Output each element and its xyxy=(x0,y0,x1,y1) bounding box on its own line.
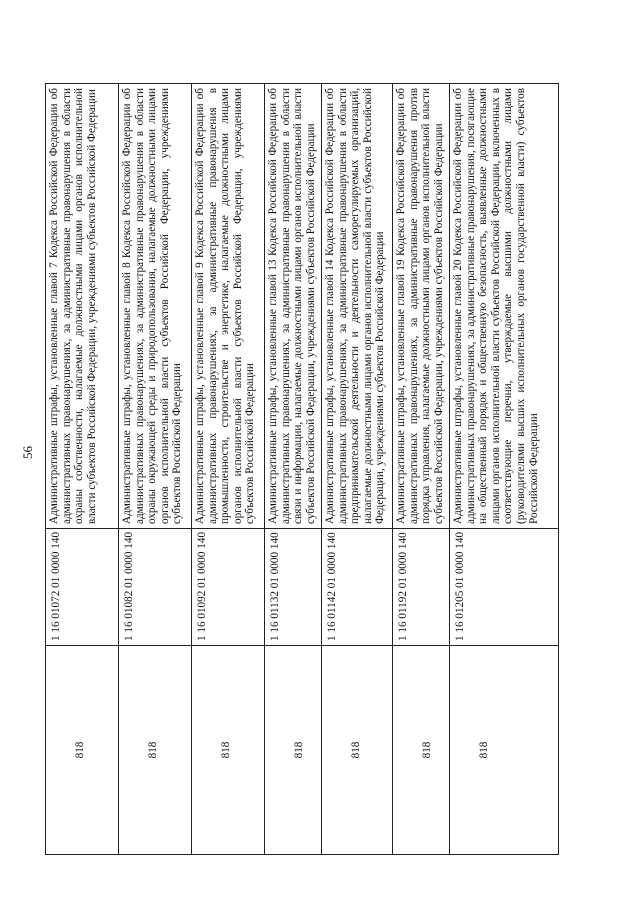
description-cell: Административные штрафы, установленные главой 9 Кодекса Российской Федерации об административных правонарушениях, за административные правонарушения в промышленности, строительстве и энергетике, налагаемые должностными лицами органов исполнительной власти субъектов Российской Федерации, учреждениями субъектов Российской Федерации xyxy=(192,84,265,529)
budget-code: 1 16 01205 01 0000 140 xyxy=(454,531,466,641)
admin-code-cell xyxy=(46,646,119,855)
revenue-classification-table xyxy=(45,83,559,855)
table-row xyxy=(192,84,265,855)
budget-code: 1 16 01142 01 0000 140 xyxy=(326,532,338,641)
budget-code-cell xyxy=(46,529,119,646)
budget-code-cell xyxy=(393,529,450,646)
admin-code: 818 xyxy=(421,741,433,759)
description-cell: Административные штрафы, установленные главой 14 Кодекса Российской Федерации об административных правонарушениях, за административные правонарушения в области предпринимательской деятельности и деятельности саморегулируемых организаций, налагаемые должностными лицами органов исполнительной власти субъектов Российской Федерации, учреждениями субъектов Российской Федерации xyxy=(322,84,393,529)
admin-code-cell xyxy=(265,646,322,855)
admin-code: 818 xyxy=(350,741,362,759)
admin-code-cell xyxy=(393,646,450,855)
description-cell: Административные штрафы, установленные главой 19 Кодекса Российской Федерации об административных правонарушениях, за административные правонарушения против порядка управления, налагаемые должностными лицами органов исполнительной власти субъектов Российской Федерации, учреждениями субъектов Российской Федерации xyxy=(393,84,450,529)
description-cell: Административные штрафы, установленные главой 13 Кодекса Российской Федерации об административных правонарушениях, за административные правонарушения в области связи и информации, налагаемые должностными лицами органов исполнительной власти субъектов Российской Федерации, учреждениями субъектов Российской Федерации xyxy=(265,84,322,529)
admin-code: 818 xyxy=(74,741,86,759)
admin-code: 818 xyxy=(293,741,305,759)
admin-code: 818 xyxy=(478,741,490,759)
budget-code: 1 16 01072 01 0000 140 xyxy=(50,531,62,641)
table-row xyxy=(393,84,450,855)
budget-code: 1 16 01092 01 0000 140 xyxy=(196,531,208,641)
table-row xyxy=(322,84,393,855)
budget-code-cell xyxy=(322,529,393,646)
table-row xyxy=(265,84,322,855)
description-cell: Административные штрафы, установленные главой 7 Кодекса Российской Федерации об административных правонарушениях, за административные правонарушения в области охраны собственности, налагаемые должностными лицами органов исполнительной власти субъектов Российской Федерации, учреждениями субъектов Российской Федерации xyxy=(46,84,119,529)
table-row xyxy=(119,84,192,855)
admin-code: 818 xyxy=(220,741,232,759)
description-cell: Административные штрафы, установленные главой 8 Кодекса Российской Федерации об административных правонарушениях, за административные правонарушения в области охраны окружающей среды и природопользования, налагаемые должностными лицами органов исполнительной власти субъектов Российской Федерации, учреждениями субъектов Российской Федерации xyxy=(119,84,192,529)
budget-code: 1 16 01082 01 0000 140 xyxy=(123,531,135,641)
budget-code: 1 16 01132 01 0000 140 xyxy=(269,532,281,641)
budget-code-cell xyxy=(450,529,559,646)
description-cell: Административные штрафы, установленные главой 20 Кодекса Российской Федерации об административных правонарушениях, за административные правонарушения, посягающие на общественный порядок и общественную безопасность, выявленные должностными лицами органов исполнительной власти субъектов Российской Федерации, включенных в соответствующие перечни, утверждаемые высшими должностными лицами (руководителями высших исполнительных органов государственной власти) субъектов Российской Федерации xyxy=(450,84,559,529)
admin-code: 818 xyxy=(147,741,159,759)
page-number: 56 xyxy=(20,446,35,459)
budget-code-cell xyxy=(192,529,265,646)
table-row xyxy=(46,84,119,855)
budget-code: 1 16 01192 01 0000 140 xyxy=(397,532,409,641)
table-row xyxy=(450,84,559,855)
budget-code-cell xyxy=(265,529,322,646)
admin-code-cell xyxy=(119,646,192,855)
admin-code-cell xyxy=(450,646,559,855)
budget-code-cell xyxy=(119,529,192,646)
admin-code-cell xyxy=(322,646,393,855)
admin-code-cell xyxy=(192,646,265,855)
